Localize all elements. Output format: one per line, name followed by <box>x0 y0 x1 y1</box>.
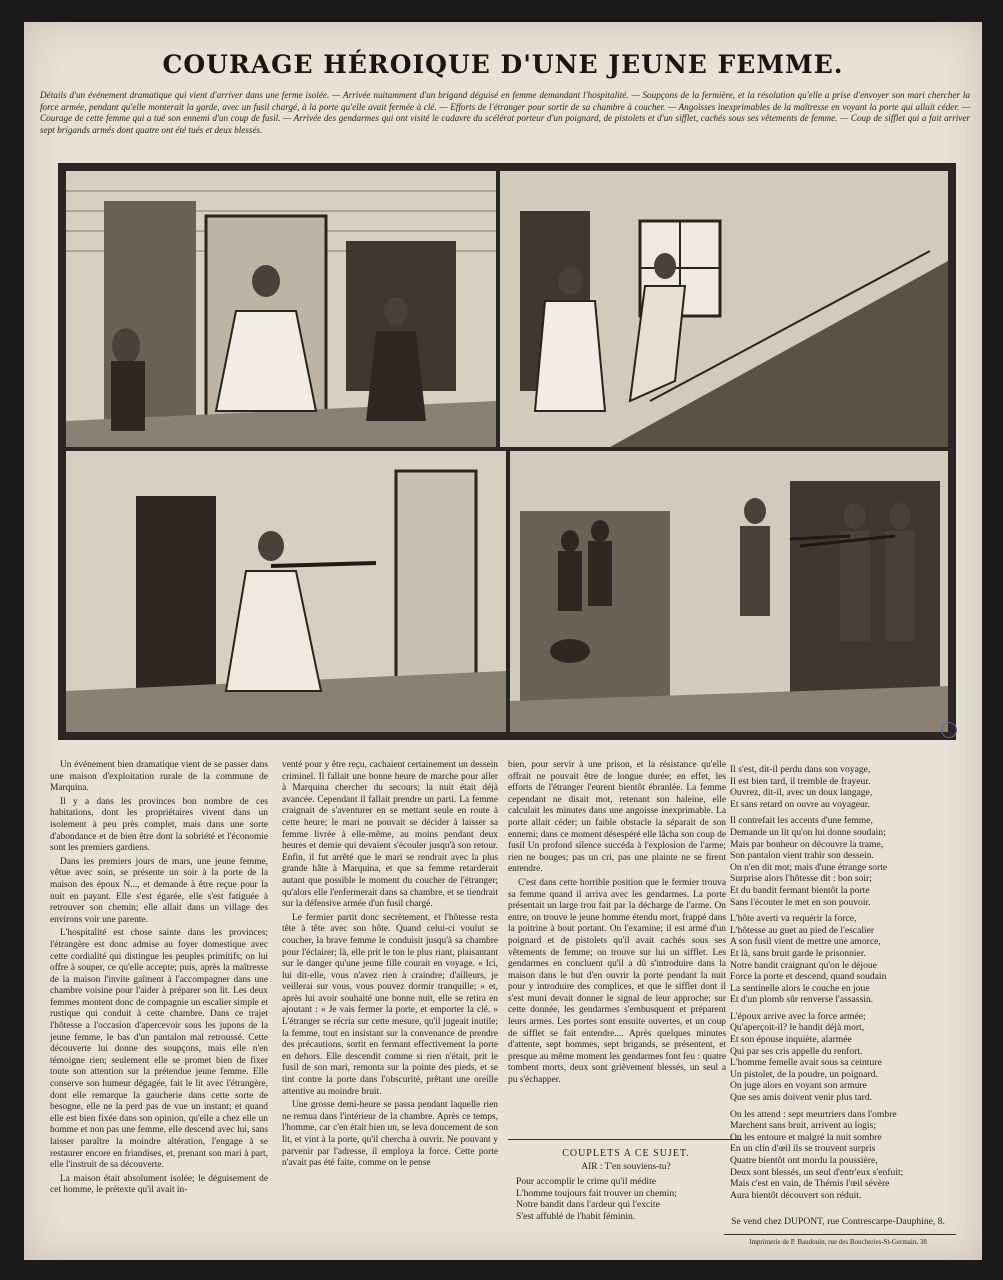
text-column-3 <box>508 760 726 1089</box>
paragraph: La maison était absolument isolée; le déguisement de cet homme, le prétexte qu'il avait in- <box>50 1173 268 1196</box>
paragraph: L'hospitalité est chose sainte dans les provinces; l'étrangère est donc admise au foyer domestique avec cette cordialité qui distingue les peuples primitifs; on lui offre à souper, ce qu'elle accepte; puis, après la maîtresse de la maison l'invite gaîment à l'accompagner dans une chambre voisine pour l'aider à préparer son lit. Les deux femmes montent donc de compagnie un escalier simple et rustique qui conduit à cette chambre. Dans ce trajet l'hôtesse a l'occasion d'apercevoir sous les jupons de la jeune femme, le bas d'un pantalon mal retroussé. Cette découverte lui donne des soupçons, mais elle n'en témoigne rien; seulement elle se promet bien de fixer toute son attention sur la prétendue jeune femme. Elle conserve son humeur dégagée, fait le lit avec l'étrangère, dont elle remarque la gaucherie dans cette sorte de besogne, elle ne la perd pas de vue un instant; et quand elle est bien fixée dans son opinion, qu'elle a chez elle un homme et non pas une femme, elle descend avec lui, sans laisser paraître la moindre altération, l'engage à se restaurer encore en friandises, et, prenant son mari à part, elle l'instruit de sa découverte. <box>50 928 268 1171</box>
paragraph: Le fermier partit donc secrètement, et l'hôtesse resta tête à tête avec son hôte. Quand celui-ci voulut se coucher, la brave femme le conduisit jusqu'à sa chambre pour l'éclairer; là, elle prit le ton le plus riant, plaisantant sur le danger qu'une jeune fille courait en voyage. « Ici, lui dit-elle, vous n'avez rien à craindre; d'ailleurs, je veillerai sur vous, vous pouvez dormir tranquille; » et, après lui avoir souhaité une bonne nuit, elle se retira en ajoutant : « Je vais fermer la porte, et emporter la clé. » L'étranger se récria sur cette mesure, qu'il jugeait inutile; la femme, tout en insistant sur la convenance de prendre des précautions, sortit en fermant effectivement la porte en dehors. Elle descendit comme si rien n'était, prit le fusil de son mari, remonta sur la pointe des pieds, et se tint contre la porte dans l'obscurité, prêtant une oreille attentive au moindre bruit. <box>282 912 498 1097</box>
verse-line: Un pistolet, de la poudre, un poignard. <box>730 1068 878 1080</box>
printer-imprint: Imprimerie de P. Baudouin, rue des Boucheries-St-Germain, 38 <box>749 1238 927 1246</box>
verse-line: L'hôtesse au guet au pied de l'escalier <box>730 924 875 936</box>
verse-line: Et là, sans bruit garde le prisonnier. <box>730 947 866 959</box>
verse-line: Et sans retard on ouvre au voyageur. <box>730 798 870 810</box>
couplets-first-stanza <box>516 1176 677 1222</box>
verse-line: L'hôte averti va requérir la force, <box>730 913 857 925</box>
stanza <box>730 1109 970 1202</box>
verse-line: L'époux arrive avec la force armée; <box>730 1010 866 1022</box>
illustration-panel-gendarmes <box>510 451 948 732</box>
paragraph: C'est dans cette horrible position que le fermier trouva sa femme quand il arriva avec les gendarmes. La porte présentait un large trou fait par la décharge de l'arme. On entre, on trouve le jeune homme étendu mort, frappé dans la poitrine à bout portant. On l'examine; il est armé d'un poignard et de pistolets qu'il avait cachés sous ses vêtements de femme; on trouve sur lui un sifflet. Les gendarmes en concluent qu'il a dû s'introduire dans la maison dans le but d'en ouvrir la porte pendant la nuit pour y introduire des complices, et que le sifflet dont il s'est muni devait donner le signal de leur approche; sur cette donnée, les gendarmes s'embusquent et préparent leurs armes. Les portes sont ensuite ouvertes, et un coup de sifflet se fait entendre.... Après quelques minutes d'attente, sept hommes, sept brigands, se présentent, et presque au même moment les gendarmes font feu : quatre tombent morts, deux sont grièvement blessés, un seul a pu s'échapper. <box>508 877 726 1086</box>
stanza <box>730 764 970 810</box>
verse-line: Qu'aperçoit-il? le bandit déjà mort, <box>730 1022 865 1034</box>
couplets-air: AIR : T'en souviens-tu? <box>581 1162 671 1172</box>
illustration-panel-guard-with-rifle <box>66 451 506 732</box>
subtitle-summary: Détails d'un événement dramatique qui vient d'arriver dans une ferme isolée. — Arrivée nuitamment d'un brigand déguisé en femme demandant l'hospitalité. — Soupçons de la fermière, et la résolution qu'elle a prise d'envoyer son mari chercher la force armée, pendant qu'elle monterait la garde, avec un fusil chargé, à la porte qu'elle avait fermée à clé. — Efforts de l'étranger pour sortir de sa chambre à coucher. — Angoisses inexprimables de la maîtresse en voyant la porte qui allait céder. — Courage de cette femme qui a tué son ennemi d'un coup de fusil. — Arrivée des gendarmes qui ont visité le cadavre du scélérat porteur d'un poignard, de pistolets et d'un sifflet, cachés sous ses vêtements de femme. — Coup de sifflet qui a fait arriver sept brigands armés dont quatre ont été tués et deux blessés. <box>40 90 970 135</box>
divider <box>724 1234 956 1235</box>
verse-line: On les attend : sept meurtriers dans l'ombre <box>730 1108 897 1120</box>
page-title: COURAGE HÉROIQUE D'UNE JEUNE FEMME. <box>162 50 844 79</box>
verse-line: On n'en dit mot; mais d'une étrange sorte <box>730 861 888 873</box>
verse-line: L'homme femelle avait sous sa ceinture <box>730 1057 882 1069</box>
couplets-title: COUPLETS A CE SUJET. <box>562 1148 690 1159</box>
verse-line: Et d'un plomb sûr renverse l'assassin. <box>730 994 874 1006</box>
verse-line: On juge alors en voyant son armure <box>730 1080 867 1092</box>
verse-line: Qui par ses cris appelle du renfort. <box>730 1045 863 1057</box>
paragraph: Dans les premiers jours de mars, une jeune femme, vêtue avec soin, se présente un soir à la porte de la maison des époux N..., et demande à être reçue pour la nuit en payant. Elle s'est égarée, elle s'est fatiguée à retrouver son chemin; elle allait dans un village des environs voir une parente. <box>50 856 268 925</box>
stanza <box>730 913 970 1006</box>
paragraph: Une grosse demi-heure se passa pendant laquelle rien ne remua dans l'intérieur de la chambre. Après ce temps, l'homme, car c'en était bien un, se leva doucement de son lit, et vint à la porte, qu'il chercha à ouvrir. Ne pouvant y parvenir par l'adresse, il employa la force. Cette porte n'avait pas été faite, comme on le pense <box>282 1100 498 1169</box>
verse-line: L'homme toujours fait trouver un chemin; <box>516 1187 677 1199</box>
verse-line: Il contrefait les accents d'une femme, <box>730 815 873 827</box>
text-column-2 <box>282 760 498 1172</box>
divider <box>508 1139 742 1140</box>
verse-line: Son pantalon vient trahir son dessein. <box>730 850 874 862</box>
broadsheet <box>24 22 982 1260</box>
vendor-line: Se vend chez DUPONT, rue Contrescarpe-Dauphine, 8. <box>731 1216 945 1227</box>
verse-line: Il est bien tard, il tremble de frayeur. <box>730 775 871 787</box>
verse-line: Et du bandit fermant bientôt la porte <box>730 884 870 896</box>
illustration-panel-arrival <box>66 171 496 447</box>
illustration-panel-staircase <box>500 171 948 447</box>
verse-line: Quatre bientôt ont mordu la poussière, <box>730 1155 878 1166</box>
paragraph: Il y a dans les provinces bon nombre de ces habitations, dont les propriétaires vivent dans un isolement à peu près complet, mais dans une sorte d'abondance et de bien être dont la sobriété et l'économie sont les premiers gardiens. <box>50 796 268 854</box>
verse-line: Notre bandit craignant qu'on le déjoue <box>730 959 877 971</box>
text-column-4-verses <box>730 764 970 1206</box>
verse-line: Notre bandit dans l'ardeur qui l'excite <box>516 1199 660 1211</box>
engraving-plate <box>58 163 956 740</box>
verse-line: Aura bientôt découvert son réduit. <box>730 1189 862 1201</box>
verse-line: Il s'est, dit-il perdu dans son voyage, <box>730 764 871 775</box>
paragraph: bien, pour servir à une prison, et la résistance qu'elle offrait ne pouvait être de longue durée; en effet, les efforts de l'étranger l'eurent bientôt ébranlée. La femme cependant ne disait mot, retenant son haleine, elle calculait les minutes dans une angoisse inexprimable. La porte allait céder; un faible obstacle la séparait de son ennemi; dans ce moment désespéré elle lâcha son coup de fusil Un profond silence succéda à l'explosion de l'arme; rien ne bouges; pas un cri, pas une plainte ne se firent entendre. <box>508 760 726 875</box>
paragraph: venté pour y être reçu, cachaient certainement un dessein criminel. Il fallait une bonne heure de marche pour aller à Marquina chercher du secours; la nuit était déjà avancée. Cependant il fallait prendre un parti. La femme craignait de s'aventurer en se mettant seule en route à cette heure; le mari ne pouvait se décider à laisser sa femme livrée à elle-même, au moins pendant deux heures et demie qui devaient s'écouler jusqu'à son retour. Enfin, il fut arrêté que le mari se rendrait avec la plus grande hâte à Marquina, et que sa femme retarderait autant que possible le moment du coucher de l'étranger; qu'alors elle l'enfermerait dans sa chambre, et se tiendrait sur la défensive armée d'un fusil chargé. <box>282 760 498 910</box>
verse-line: Demande un lit qu'on lui donne soudain; <box>730 826 886 838</box>
verse-line: Que ses amis doivent venir plus tard. <box>730 1092 873 1104</box>
stanza <box>730 815 970 908</box>
text-column-1 <box>50 760 268 1199</box>
verse-line: Force la porte et descend, quand soudain <box>730 971 887 983</box>
library-stamp <box>941 722 957 738</box>
verse-line: Surprise alors l'hôtesse dit : bon soir; <box>730 873 872 885</box>
verse-line: Sans l'écouter le met en son pouvoir. <box>730 896 871 908</box>
paragraph: Un événement bien dramatique vient de se passer dans une maison d'exploitation rurale de la commune de Marquina. <box>50 760 268 794</box>
verse-line: Pour accomplir le crime qu'il médite <box>516 1176 656 1187</box>
verse-line: Et son épouse inquiète, alarmée <box>730 1034 852 1046</box>
verse-line: On les entoure et malgré la nuit sombre <box>730 1131 882 1143</box>
verse-line: Mais par bonheur on découvre la trame, <box>730 838 884 850</box>
verse-line: S'est affublé de l'habit féminin. <box>516 1210 636 1222</box>
verse-line: En un clin d'œil ils se trouvent surpris <box>730 1143 876 1155</box>
verse-line: La sentinelle alors le couche en joue <box>730 982 870 994</box>
verse-line: A son fusil vient de mettre une amorce, <box>730 936 881 948</box>
stanza <box>730 1011 970 1104</box>
verse-line: Deux sont blessés, un seul d'entr'eux s'enfuit; <box>730 1166 904 1178</box>
verse-line: Ouvrez, dit-il, avec un doux langage, <box>730 787 873 799</box>
verse-line: Marchent sans bruit, arrivent au logis; <box>730 1120 877 1132</box>
verse-line: Mais c'est en vain, de Thémis l'œil sévère <box>730 1178 890 1190</box>
